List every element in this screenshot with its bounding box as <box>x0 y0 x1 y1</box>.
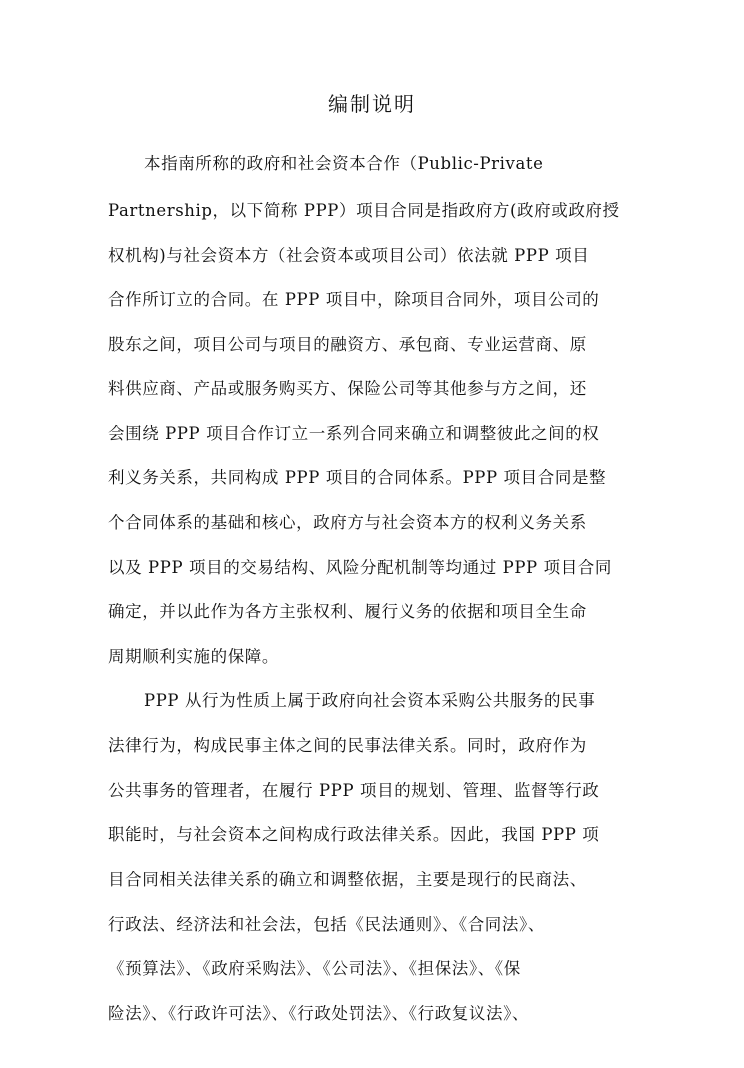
paragraph1-line-10: 以及 PPP 项目的交易结构、风险分配机制等均通过 PPP 项目合同 <box>108 558 612 577</box>
paragraph2-line-5: 目合同相关法律关系的确立和调整依据，主要是现行的民商法、 <box>108 870 587 889</box>
paragraph2-line-2: 法律行为，构成民事主体之间的民事法律关系。同时，政府作为 <box>108 736 587 755</box>
paragraph2-line-1: PPP 从行为性质上属于政府向社会资本采购公共服务的民事 <box>144 691 596 710</box>
document-title: 编制说明 <box>328 92 416 116</box>
paragraph1-line-1: 本指南所称的政府和社会资本合作（Public-Private <box>144 154 544 173</box>
paragraph1-line-9: 个合同体系的基础和核心，政府方与社会资本方的权利义务关系 <box>108 513 587 532</box>
paragraph2-line-4: 职能时，与社会资本之间构成行政法律关系。因此，我国 PPP 项 <box>108 825 600 844</box>
paragraph2-line-7: 《预算法》、《政府采购法》、《公司法》、《担保法》、《保 <box>108 959 521 978</box>
paragraph1-line-12: 周期顺利实施的保障。 <box>108 647 279 666</box>
paragraph1-line-4: 合作所订立的合同。在 PPP 项目中，除项目合同外，项目公司的 <box>108 290 600 309</box>
paragraph2-line-3: 公共事务的管理者，在履行 PPP 项目的规划、管理、监督等行政 <box>108 781 600 800</box>
paragraph2-line-8: 险法》、《行政许可法》、《行政处罚法》、《行政复议法》、 <box>108 1004 530 1023</box>
paragraph1-line-3: 权机构)与社会资本方（社会资本或项目公司）依法就 PPP 项目 <box>108 246 590 265</box>
paragraph1-line-5: 股东之间，项目公司与项目的融资方、承包商、专业运营商、原 <box>108 335 587 354</box>
paragraph1-line-7: 会围绕 PPP 项目合作订立一系列合同来确立和调整彼此之间的权 <box>108 424 600 443</box>
paragraph1-line-2: Partnership，以下简称 PPP）项目合同是指政府方(政府或政府授 <box>108 201 620 220</box>
paragraph1-line-6: 料供应商、产品或服务购买方、保险公司等其他参与方之间，还 <box>108 379 587 398</box>
paragraph1-line-11: 确定，并以此作为各方主张权利、履行义务的依据和项目全生命 <box>108 602 587 621</box>
paragraph1-line-8: 利义务关系，共同构成 PPP 项目的合同体系。PPP 项目合同是整 <box>108 468 607 487</box>
paragraph2-line-6: 行政法、经济法和社会法，包括《民法通则》、《合同法》、 <box>108 915 545 934</box>
